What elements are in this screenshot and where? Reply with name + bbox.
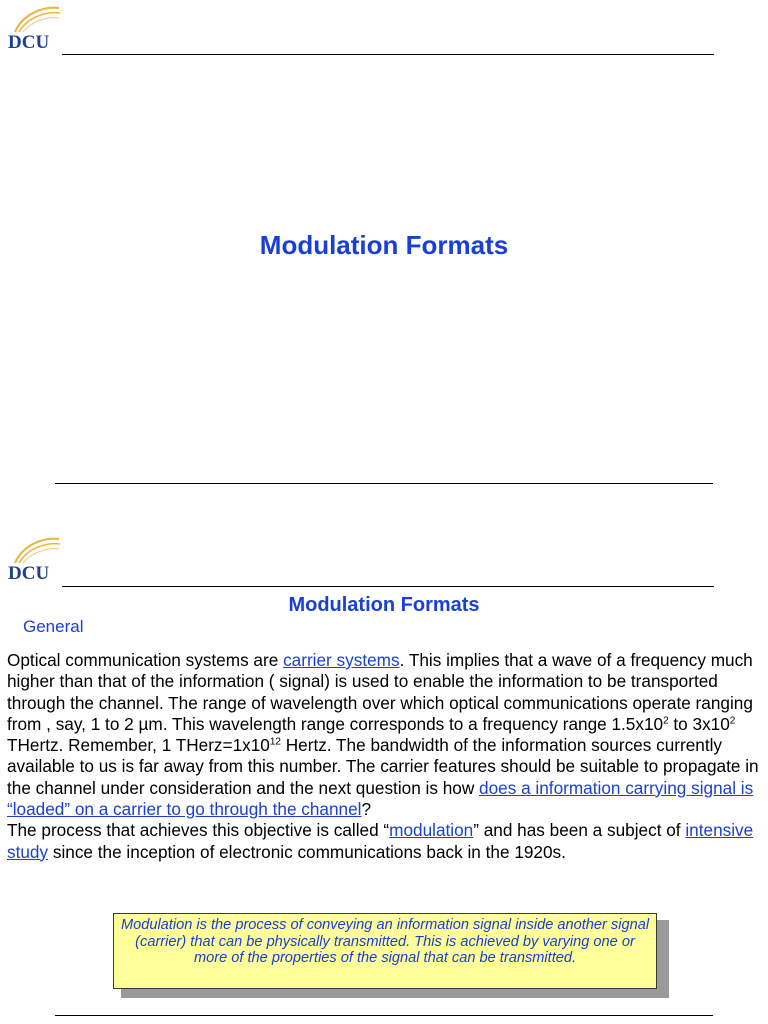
signal-loading-link[interactable]: does a information carrying signal is “loaded” on a carrier to go through the channel — [7, 777, 754, 820]
header-divider — [62, 54, 714, 55]
text-run: to 3x10 — [668, 713, 730, 734]
text-run: The process that achieves this objective is called “ — [7, 820, 390, 841]
slide1-title: Modulation Formats — [259, 230, 509, 260]
section-heading: General — [23, 617, 84, 636]
slide2-title: Modulation Formats — [288, 594, 480, 616]
text-run: ? — [361, 799, 372, 820]
text-run: ” and has been a subject of — [473, 820, 686, 841]
slide1-footer-divider — [55, 483, 713, 484]
text-run: THertz. Remember, 1 THerz=1x10 — [7, 735, 270, 756]
intensive-study-link[interactable]: intensive study — [7, 820, 754, 862]
superscript: 12 — [269, 736, 281, 748]
modulation-link[interactable]: modulation — [389, 820, 474, 841]
dcu-logo — [3, 4, 63, 52]
superscript: 2 — [663, 715, 669, 727]
logo-text: DCU — [8, 32, 50, 53]
slide2-header-divider — [62, 586, 714, 587]
text-run: . This implies that a wave of a frequency much higher than that of the information ( signal) is used to enable the information to be transported through the channel. The range of wavelength over which optical communications operate ranging from , say, 1 to 2 µm. This wavelength range corresponds to a frequency range 1.5x10 — [7, 650, 753, 734]
dcu-logo — [3, 535, 63, 583]
logo-text: DCU — [8, 563, 50, 584]
slide2-footer-divider — [55, 1015, 713, 1016]
text-run: Hertz. The bandwidth of the information sources currently available to us is far away from this number. The carrier features should be suitable to propagate in the channel under consideration and the next question is how — [7, 735, 759, 798]
carrier-systems-link[interactable]: carrier systems — [283, 650, 400, 670]
text-run: Optical communication systems are — [7, 650, 284, 670]
superscript: 2 — [729, 715, 736, 727]
body-text — [7, 650, 765, 863]
text-run: since the inception of electronic communications back in the 1920s. — [48, 841, 566, 862]
definition-callout: Modulation is the process of conveying an information signal inside another signal (carrier) that can be physically transmitted. This is achieved by varying one or more of the properties of the signal that can be transmitted. — [113, 913, 657, 989]
